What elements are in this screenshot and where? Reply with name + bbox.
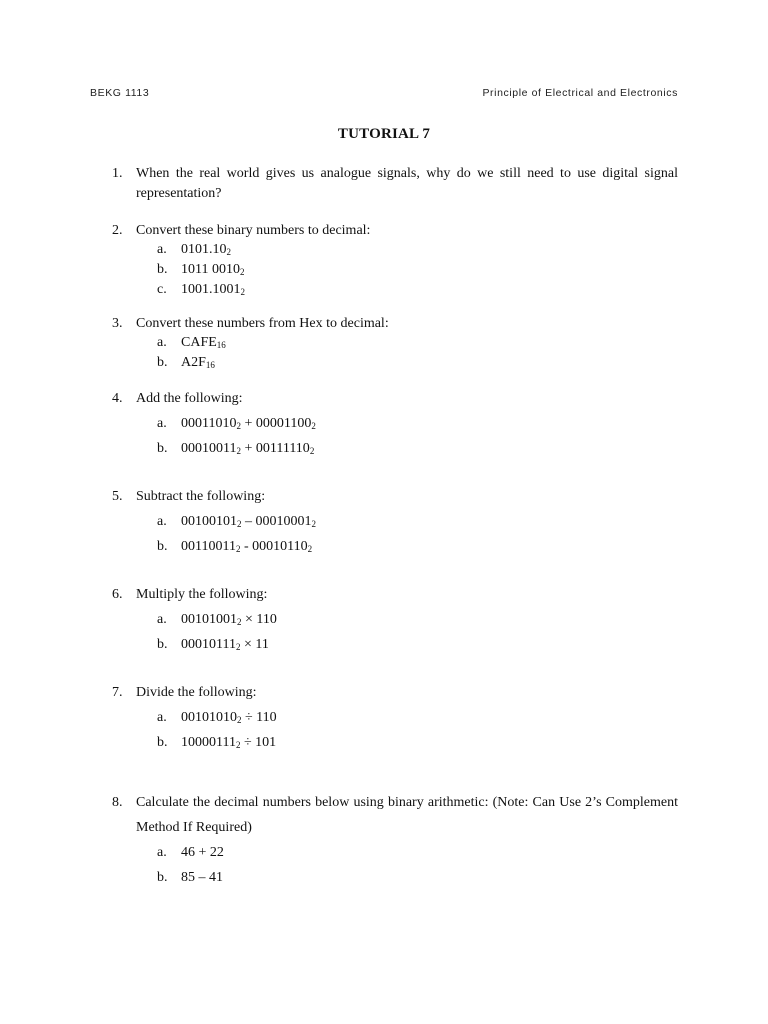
- question-8-items: [157, 840, 224, 890]
- question-8: [112, 790, 678, 840]
- item-label: b.: [157, 870, 168, 885]
- question-1: [112, 164, 678, 204]
- page-title: TUTORIAL 7: [337, 126, 431, 142]
- question-number: 2.: [112, 223, 123, 238]
- question-text: Add the following:: [136, 391, 243, 406]
- item-label: a.: [157, 612, 167, 627]
- question-text: Multiply the following:: [136, 587, 268, 602]
- item-label: a.: [157, 335, 167, 350]
- item-label: a.: [157, 710, 167, 725]
- list-item: [157, 436, 316, 461]
- item-value: $CAFE_{16}$: [181, 335, 226, 350]
- item-value: 1011 $0010_2$: [181, 262, 245, 277]
- item-value: $00110011_2 - 00010110_2$: [181, 539, 313, 554]
- course-code: BEKG 1113: [90, 87, 150, 99]
- question-number: 5.: [112, 489, 123, 504]
- list-item: [157, 411, 316, 436]
- question-4: [112, 389, 678, 409]
- item-label: c.: [157, 282, 167, 297]
- list-item: [157, 534, 316, 559]
- item-value: $00100101_2 - 00010001_2$: [181, 514, 316, 529]
- item-value: 46 + 22: [181, 845, 224, 860]
- question-7: [112, 683, 678, 703]
- question-number: 1.: [112, 166, 123, 181]
- item-label: a.: [157, 845, 167, 860]
- list-item: [157, 840, 224, 865]
- question-number: 8.: [112, 795, 123, 810]
- item-value: $00101001_2 \times 110$: [181, 612, 277, 627]
- item-value: $00010111_2 \times 11$: [181, 637, 269, 652]
- list-item: [157, 240, 245, 260]
- item-label: b.: [157, 355, 168, 370]
- item-value: $10000111_2 \div 101$: [181, 735, 277, 750]
- question-7-items: [157, 705, 277, 755]
- list-item: [157, 865, 224, 890]
- question-number: 6.: [112, 587, 123, 602]
- list-item: [157, 607, 277, 632]
- question-2: [112, 221, 678, 241]
- item-label: a.: [157, 514, 167, 529]
- question-4-items: [157, 411, 316, 461]
- question-2-items: [157, 240, 245, 300]
- question-text: Calculate the decimal numbers below using binary arithmetic: (Note: Can Use 2’s Complement Method If Required): [136, 795, 678, 835]
- item-label: b.: [157, 539, 168, 554]
- item-value: 85 – 41: [181, 870, 223, 885]
- item-value: $00011010_2 + 00001100_2$: [181, 416, 316, 431]
- item-value: $1001.1001_2$: [181, 282, 245, 297]
- list-item: [157, 730, 277, 755]
- question-text: Convert these numbers from Hex to decimal:: [136, 316, 389, 331]
- item-label: b.: [157, 735, 168, 750]
- question-6-items: [157, 607, 277, 657]
- list-item: [157, 705, 277, 730]
- item-value: $0101.10_2$: [181, 242, 231, 257]
- list-item: [157, 333, 226, 353]
- question-text: Subtract the following:: [136, 489, 266, 504]
- question-text: When the real world gives us analogue signals, why do we still need to use digital signal representation?: [136, 166, 678, 201]
- list-item: [157, 509, 316, 534]
- question-text: Convert these binary numbers to decimal:: [136, 223, 371, 238]
- course-name: Principle of Electrical and Electronics: [482, 87, 678, 99]
- question-5: [112, 487, 678, 507]
- list-item: [157, 353, 226, 373]
- list-item: [157, 280, 245, 300]
- question-number: 7.: [112, 685, 123, 700]
- question-3-items: [157, 333, 226, 373]
- question-number: 4.: [112, 391, 123, 406]
- item-label: b.: [157, 637, 168, 652]
- question-text: Divide the following:: [136, 685, 257, 700]
- question-3: [112, 314, 678, 334]
- question-5-items: [157, 509, 316, 559]
- question-number: 3.: [112, 316, 123, 331]
- item-value: $A2F_{16}$: [181, 355, 215, 370]
- list-item: [157, 260, 245, 280]
- item-label: b.: [157, 262, 168, 277]
- item-value: $00101010_2 \div 110$: [181, 710, 277, 725]
- item-label: a.: [157, 242, 167, 257]
- list-item: [157, 632, 277, 657]
- item-value: $00010011_2 + 00111110_2$: [181, 441, 315, 456]
- item-label: b.: [157, 441, 168, 456]
- question-6: [112, 585, 678, 605]
- item-label: a.: [157, 416, 167, 431]
